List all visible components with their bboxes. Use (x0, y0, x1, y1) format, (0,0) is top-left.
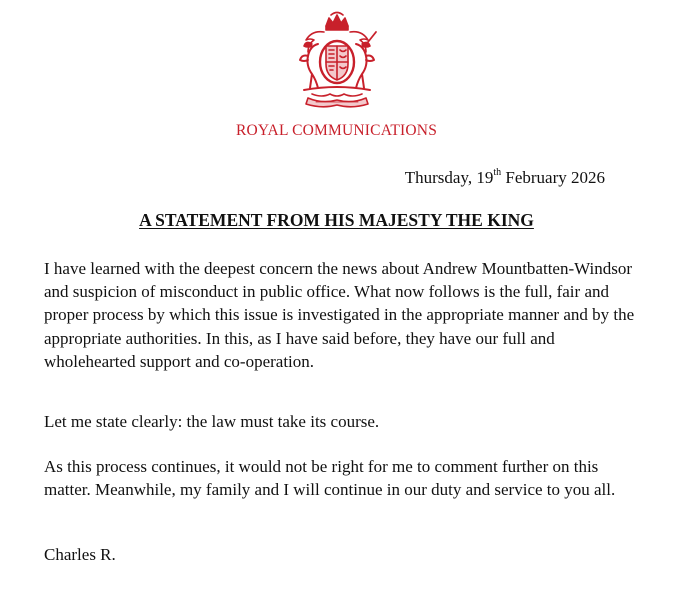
statement-title: A STATEMENT FROM HIS MAJESTY THE KING (139, 210, 534, 230)
organization-name: ROYAL COMMUNICATIONS (235, 122, 438, 139)
royal-coat-of-arms-icon (282, 10, 392, 110)
date-rest: February 2026 (501, 168, 605, 187)
date-prefix: Thursday, 19 (404, 168, 494, 187)
date-ordinal-suffix: th (493, 167, 502, 179)
paragraph-1: I have learned with the deepest concern the news about Andrew Mountbatten-Windsor and suspicion of misconduct in public office. What now follows is the full, fair and proper process by which this issue is investigated in the appropriate manner and by the appropriate authorities. In this, as I have said before, they have our full and wholehearted support and co-operation. (44, 259, 635, 371)
signature: Charles R. (44, 545, 116, 564)
paragraph-2: Let me state clearly: the law must take its course. (44, 412, 380, 431)
paragraph-3: As this process continues, it would not be right for me to comment further on this matter. Meanwhile, my family and I will continue in our duty and service to you all. (44, 457, 616, 500)
statement-date (405, 168, 605, 188)
